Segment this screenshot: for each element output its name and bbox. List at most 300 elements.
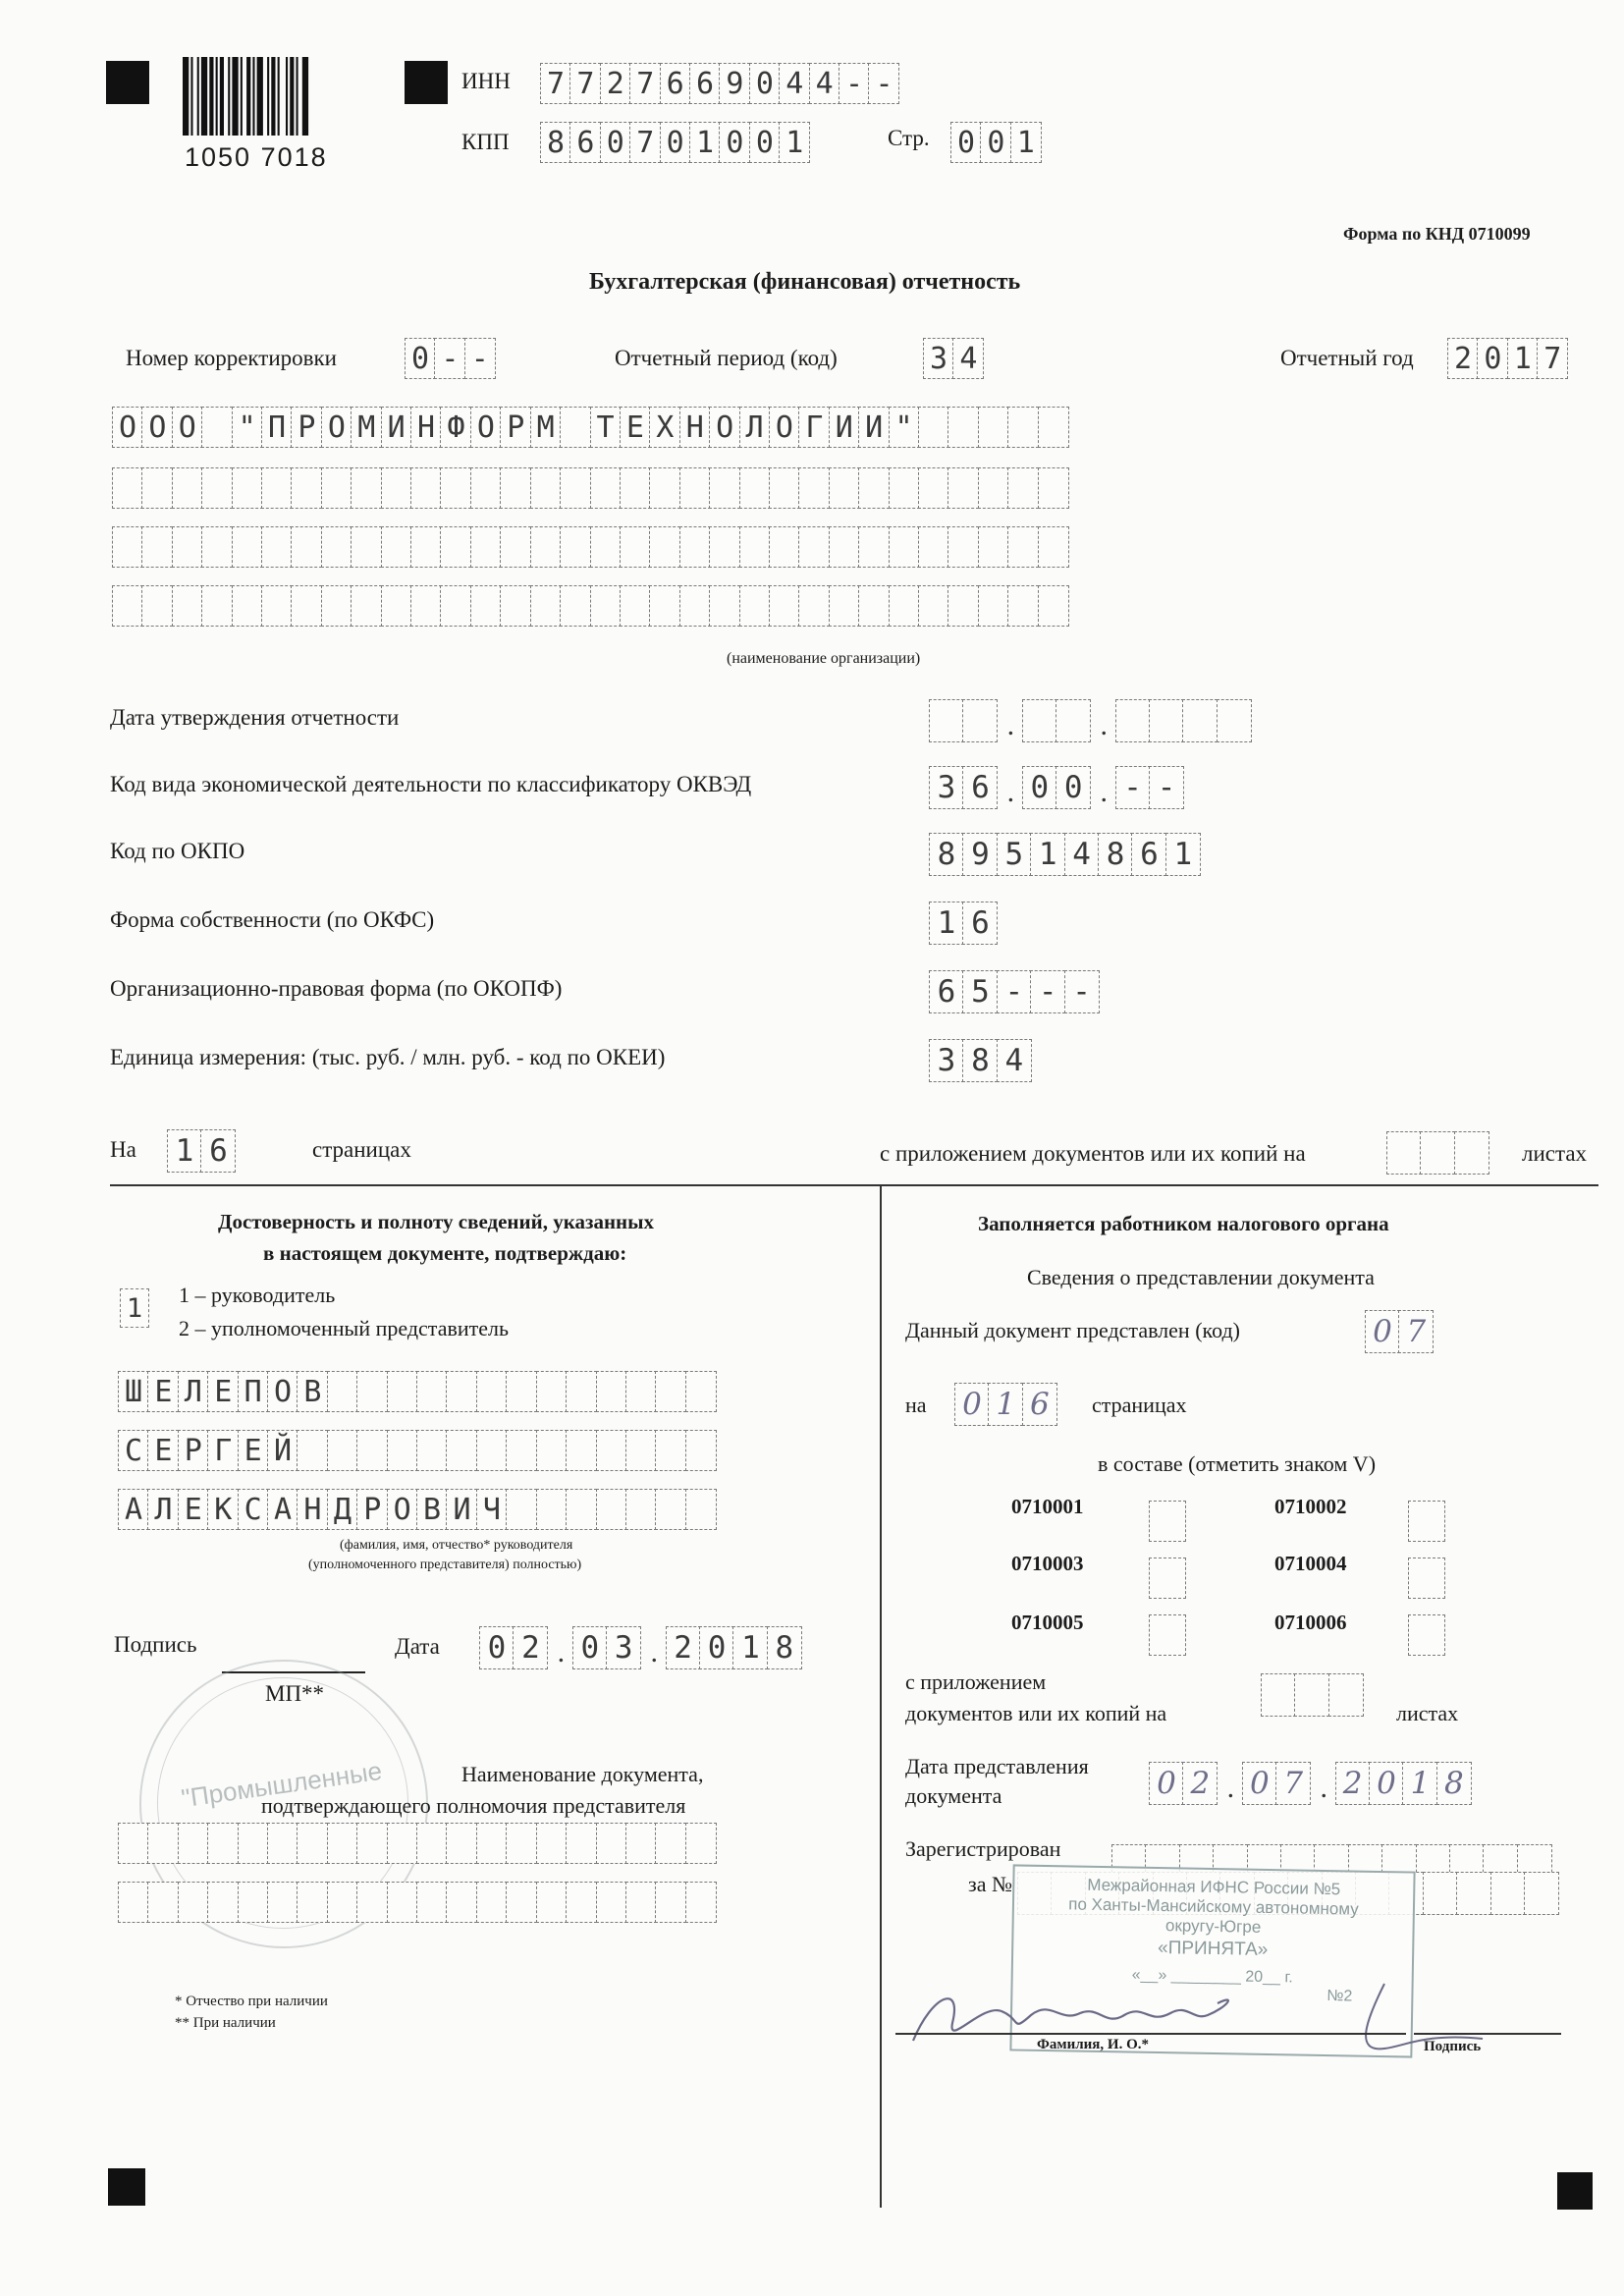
org-name-cell[interactable] [978, 526, 1009, 568]
authority-doc-cell[interactable] [207, 1823, 239, 1864]
surname-cell[interactable] [387, 1371, 418, 1412]
org-name-cell[interactable]: О [112, 407, 143, 448]
okopf-cell[interactable]: - [1030, 970, 1065, 1013]
authority-doc-cell[interactable] [207, 1882, 239, 1923]
org-name-cell[interactable] [739, 526, 771, 568]
org-name-cell[interactable] [321, 585, 352, 627]
org-name-cell[interactable] [858, 467, 890, 509]
first-name-cell[interactable] [446, 1430, 477, 1471]
patronymic-cell[interactable]: Р [356, 1489, 388, 1530]
first-name-cell[interactable] [387, 1430, 418, 1471]
org-name-cell[interactable] [351, 467, 382, 509]
surname-cell[interactable] [356, 1371, 388, 1412]
org-name-cell[interactable] [1038, 467, 1069, 509]
authority-doc-cell[interactable] [566, 1823, 597, 1864]
org-name-cell[interactable] [649, 467, 680, 509]
sign-date-cell[interactable]: 0 [572, 1626, 608, 1669]
received-pages-cell[interactable]: 0 [954, 1383, 990, 1426]
submission-date-cell[interactable]: 2 [1335, 1762, 1371, 1805]
org-name-cell[interactable] [321, 467, 352, 509]
patronymic-cell[interactable] [625, 1489, 657, 1530]
first-name-cell[interactable]: С [118, 1430, 149, 1471]
org-name-cell[interactable]: " [889, 407, 920, 448]
authority-doc-cell[interactable] [655, 1823, 686, 1864]
authority-doc-cell[interactable] [625, 1823, 657, 1864]
first-name-cell[interactable]: Е [147, 1430, 179, 1471]
org-name-cell[interactable] [709, 467, 740, 509]
authority-doc-cell[interactable] [596, 1823, 627, 1864]
authority-doc-cell[interactable] [685, 1882, 717, 1923]
inn-cell[interactable]: 4 [779, 63, 810, 104]
org-name-cell[interactable] [500, 585, 531, 627]
org-name-cell[interactable] [172, 526, 203, 568]
attach-cell[interactable] [1454, 1131, 1489, 1175]
authority-doc-cell[interactable] [506, 1823, 537, 1864]
patronymic-cell[interactable]: Д [327, 1489, 358, 1530]
surname-cell[interactable] [476, 1371, 508, 1412]
okpo-cell[interactable]: 4 [1064, 833, 1100, 876]
approval-date-cell[interactable] [1115, 699, 1151, 742]
okved-cell[interactable]: 6 [962, 766, 998, 809]
submission-date-cell[interactable]: 0 [1242, 1762, 1277, 1805]
authority-doc-cell[interactable] [297, 1823, 328, 1864]
inn-cell[interactable]: 7 [629, 63, 661, 104]
first-name-cell[interactable]: Р [178, 1430, 209, 1471]
submission-date-cell[interactable]: 7 [1275, 1762, 1311, 1805]
org-name-cell[interactable] [141, 526, 173, 568]
patronymic-cell[interactable]: С [238, 1489, 269, 1530]
org-name-cell[interactable] [530, 526, 562, 568]
org-name-cell[interactable]: Т [590, 407, 622, 448]
okopf-cell[interactable]: - [997, 970, 1032, 1013]
authority-doc-cell[interactable] [356, 1882, 388, 1923]
org-name-cell[interactable] [530, 467, 562, 509]
inn-cell[interactable]: 9 [719, 63, 750, 104]
form-check-0710001[interactable] [1149, 1501, 1186, 1542]
org-name-cell[interactable] [918, 526, 949, 568]
patronymic-cell[interactable] [536, 1489, 568, 1530]
inn-cell[interactable]: 7 [540, 63, 571, 104]
okopf-cell[interactable]: 5 [962, 970, 998, 1013]
org-name-cell[interactable]: Е [620, 407, 651, 448]
inn-cell[interactable]: - [839, 63, 870, 104]
org-name-cell[interactable] [1038, 526, 1069, 568]
org-name-cell[interactable]: М [530, 407, 562, 448]
first-name-cell[interactable] [685, 1430, 717, 1471]
surname-cell[interactable] [416, 1371, 448, 1412]
org-name-cell[interactable] [440, 585, 471, 627]
inn-cell[interactable]: - [868, 63, 899, 104]
org-name-cell[interactable] [709, 585, 740, 627]
patronymic-cell[interactable]: Л [147, 1489, 179, 1530]
org-name-cell[interactable] [798, 526, 830, 568]
org-name-cell[interactable] [500, 526, 531, 568]
authority-doc-cell[interactable] [685, 1823, 717, 1864]
org-name-cell[interactable] [978, 467, 1009, 509]
authority-doc-cell[interactable] [416, 1823, 448, 1864]
org-name-cell[interactable] [918, 407, 949, 448]
patronymic-cell[interactable]: К [207, 1489, 239, 1530]
surname-cell[interactable] [506, 1371, 537, 1412]
org-name-cell[interactable] [381, 467, 412, 509]
org-name-cell[interactable] [261, 526, 293, 568]
org-name-cell[interactable] [1007, 526, 1039, 568]
org-name-cell[interactable] [1007, 467, 1039, 509]
first-name-cell[interactable] [506, 1430, 537, 1471]
org-name-cell[interactable] [172, 585, 203, 627]
authority-doc-cell[interactable] [566, 1882, 597, 1923]
org-name-cell[interactable] [201, 526, 233, 568]
org-name-cell[interactable]: Н [679, 407, 711, 448]
first-name-cell[interactable] [596, 1430, 627, 1471]
org-name-cell[interactable] [410, 585, 442, 627]
kpp-cell[interactable]: 1 [779, 122, 810, 163]
authority-doc-cell[interactable] [267, 1823, 298, 1864]
org-name-cell[interactable] [112, 467, 143, 509]
org-name-cell[interactable] [649, 585, 680, 627]
org-name-cell[interactable] [141, 585, 173, 627]
inn-cell[interactable]: 0 [749, 63, 781, 104]
patronymic-cell[interactable]: Е [178, 1489, 209, 1530]
authority-doc-cell[interactable] [147, 1823, 179, 1864]
sign-date-cell[interactable]: 0 [699, 1626, 734, 1669]
org-name-cell[interactable] [649, 526, 680, 568]
okpo-cell[interactable]: 6 [1131, 833, 1166, 876]
pages-cell[interactable]: 6 [200, 1129, 236, 1173]
org-name-cell[interactable] [440, 526, 471, 568]
org-name-cell[interactable]: О [470, 407, 502, 448]
org-name-cell[interactable] [381, 585, 412, 627]
org-name-cell[interactable] [470, 585, 502, 627]
surname-cell[interactable]: Л [178, 1371, 209, 1412]
unit-cell[interactable]: 4 [997, 1039, 1032, 1082]
pages-cell[interactable]: 1 [167, 1129, 202, 1173]
period-cell[interactable]: 4 [952, 338, 984, 379]
org-name-cell[interactable] [709, 526, 740, 568]
org-name-cell[interactable] [1038, 407, 1069, 448]
kpp-cell[interactable]: 6 [569, 122, 601, 163]
org-name-cell[interactable] [321, 526, 352, 568]
authority-doc-cell[interactable] [147, 1882, 179, 1923]
okved-cell[interactable]: - [1149, 766, 1184, 809]
authority-doc-cell[interactable] [178, 1882, 209, 1923]
org-name-cell[interactable]: О [141, 407, 173, 448]
org-name-cell[interactable] [232, 526, 263, 568]
org-name-cell[interactable] [590, 585, 622, 627]
kpp-cell[interactable]: 7 [629, 122, 661, 163]
org-name-cell[interactable] [261, 467, 293, 509]
org-name-cell[interactable] [381, 526, 412, 568]
kpp-cell[interactable]: 0 [719, 122, 750, 163]
sign-date-cell[interactable]: 0 [479, 1626, 514, 1669]
org-name-cell[interactable] [410, 526, 442, 568]
approval-date-cell[interactable] [1182, 699, 1218, 742]
org-name-cell[interactable] [112, 585, 143, 627]
page-cell[interactable]: 1 [1010, 122, 1042, 163]
kpp-cell[interactable]: 0 [749, 122, 781, 163]
org-name-cell[interactable] [1007, 585, 1039, 627]
okved-cell[interactable]: 0 [1056, 766, 1091, 809]
authority-doc-cell[interactable] [327, 1882, 358, 1923]
submission-code-cell[interactable]: 7 [1398, 1310, 1434, 1353]
authority-doc-cell[interactable] [387, 1882, 418, 1923]
org-name-cell[interactable]: Р [291, 407, 322, 448]
org-name-cell[interactable] [1038, 585, 1069, 627]
patronymic-cell[interactable]: В [416, 1489, 448, 1530]
approval-date-cell[interactable] [929, 699, 964, 742]
year-cell[interactable]: 0 [1477, 338, 1508, 379]
org-name-cell[interactable] [1007, 407, 1039, 448]
org-name-cell[interactable]: Р [500, 407, 531, 448]
org-name-cell[interactable] [201, 467, 233, 509]
first-name-cell[interactable] [655, 1430, 686, 1471]
org-name-cell[interactable] [947, 407, 979, 448]
okpo-cell[interactable]: 1 [1165, 833, 1201, 876]
authority-doc-cell[interactable] [178, 1823, 209, 1864]
patronymic-cell[interactable]: И [446, 1489, 477, 1530]
surname-cell[interactable] [655, 1371, 686, 1412]
org-name-cell[interactable]: И [858, 407, 890, 448]
correction-cell[interactable]: 0 [405, 338, 436, 379]
okopf-cell[interactable]: 6 [929, 970, 964, 1013]
form-check-0710005[interactable] [1149, 1614, 1186, 1656]
org-name-cell[interactable] [769, 467, 800, 509]
period-cell[interactable]: 3 [923, 338, 954, 379]
authority-doc-cell[interactable] [506, 1882, 537, 1923]
okopf-cell[interactable]: - [1064, 970, 1100, 1013]
authority-doc-cell[interactable] [267, 1882, 298, 1923]
first-name-cell[interactable] [566, 1430, 597, 1471]
authority-doc-cell[interactable] [596, 1882, 627, 1923]
patronymic-cell[interactable] [655, 1489, 686, 1530]
org-name-cell[interactable]: Н [410, 407, 442, 448]
patronymic-cell[interactable] [596, 1489, 627, 1530]
org-name-cell[interactable] [978, 585, 1009, 627]
okfs-cell[interactable]: 6 [962, 902, 998, 945]
org-name-cell[interactable] [620, 526, 651, 568]
org-name-cell[interactable] [112, 526, 143, 568]
sign-date-cell[interactable]: 3 [606, 1626, 641, 1669]
surname-cell[interactable] [625, 1371, 657, 1412]
attach-cell[interactable] [1386, 1131, 1422, 1175]
surname-cell[interactable] [446, 1371, 477, 1412]
org-name-cell[interactable]: П [261, 407, 293, 448]
org-name-cell[interactable] [769, 585, 800, 627]
surname-cell[interactable]: О [267, 1371, 298, 1412]
org-name-cell[interactable] [291, 526, 322, 568]
authority-doc-cell[interactable] [446, 1882, 477, 1923]
org-name-cell[interactable] [739, 585, 771, 627]
authority-doc-cell[interactable] [297, 1882, 328, 1923]
org-name-cell[interactable] [560, 585, 591, 627]
org-name-cell[interactable] [440, 467, 471, 509]
org-name-cell[interactable] [918, 585, 949, 627]
first-name-cell[interactable] [297, 1430, 328, 1471]
org-name-cell[interactable] [530, 585, 562, 627]
org-name-cell[interactable] [232, 467, 263, 509]
year-cell[interactable]: 1 [1507, 338, 1539, 379]
page-cell[interactable]: 0 [980, 122, 1011, 163]
received-pages-cell[interactable]: 1 [988, 1383, 1023, 1426]
authority-doc-cell[interactable] [476, 1823, 508, 1864]
org-name-cell[interactable] [500, 467, 531, 509]
patronymic-cell[interactable] [566, 1489, 597, 1530]
org-name-cell[interactable]: М [351, 407, 382, 448]
org-name-cell[interactable] [261, 585, 293, 627]
surname-cell[interactable]: Е [147, 1371, 179, 1412]
surname-cell[interactable] [685, 1371, 717, 1412]
approval-date-cell[interactable] [1217, 699, 1252, 742]
okpo-cell[interactable]: 5 [997, 833, 1032, 876]
authority-doc-cell[interactable] [387, 1823, 418, 1864]
inn-cell[interactable]: 6 [660, 63, 691, 104]
org-name-cell[interactable] [769, 526, 800, 568]
org-name-cell[interactable] [410, 467, 442, 509]
surname-cell[interactable] [327, 1371, 358, 1412]
okpo-cell[interactable]: 8 [1098, 833, 1133, 876]
unit-cell[interactable]: 8 [962, 1039, 998, 1082]
patronymic-cell[interactable]: О [387, 1489, 418, 1530]
okved-cell[interactable]: 0 [1022, 766, 1057, 809]
approval-date-cell[interactable] [1022, 699, 1057, 742]
registration-cell[interactable] [1423, 1872, 1458, 1915]
first-name-cell[interactable] [536, 1430, 568, 1471]
authority-doc-cell[interactable] [655, 1882, 686, 1923]
org-name-cell[interactable] [141, 467, 173, 509]
signer-code-cell[interactable]: 1 [120, 1288, 149, 1328]
kpp-cell[interactable]: 0 [600, 122, 631, 163]
attach-cell[interactable] [1420, 1131, 1455, 1175]
inn-cell[interactable]: 7 [569, 63, 601, 104]
sign-date-cell[interactable]: 2 [513, 1626, 548, 1669]
org-name-cell[interactable]: Х [649, 407, 680, 448]
patronymic-cell[interactable]: А [118, 1489, 149, 1530]
org-name-cell[interactable]: О [172, 407, 203, 448]
form-check-0710003[interactable] [1149, 1558, 1186, 1599]
inn-cell[interactable]: 4 [809, 63, 840, 104]
org-name-cell[interactable]: О [321, 407, 352, 448]
approval-date-cell[interactable] [1056, 699, 1091, 742]
org-name-cell[interactable] [829, 467, 860, 509]
org-name-cell[interactable]: Ф [440, 407, 471, 448]
patronymic-cell[interactable]: Ч [476, 1489, 508, 1530]
submission-date-cell[interactable]: 0 [1149, 1762, 1184, 1805]
form-check-0710006[interactable] [1408, 1614, 1445, 1656]
kpp-cell[interactable]: 8 [540, 122, 571, 163]
right-attach-cell[interactable] [1294, 1673, 1329, 1717]
org-name-cell[interactable] [560, 467, 591, 509]
org-name-cell[interactable] [679, 585, 711, 627]
authority-doc-cell[interactable] [476, 1882, 508, 1923]
patronymic-cell[interactable] [506, 1489, 537, 1530]
surname-cell[interactable]: В [297, 1371, 328, 1412]
org-name-cell[interactable] [590, 467, 622, 509]
submission-date-cell[interactable]: 2 [1182, 1762, 1218, 1805]
surname-cell[interactable]: Е [207, 1371, 239, 1412]
okved-cell[interactable]: 3 [929, 766, 964, 809]
authority-doc-cell[interactable] [327, 1823, 358, 1864]
received-pages-cell[interactable]: 6 [1022, 1383, 1057, 1426]
surname-cell[interactable] [536, 1371, 568, 1412]
authority-doc-cell[interactable] [356, 1823, 388, 1864]
org-name-cell[interactable] [351, 585, 382, 627]
okpo-cell[interactable]: 9 [962, 833, 998, 876]
first-name-cell[interactable] [416, 1430, 448, 1471]
approval-date-cell[interactable] [962, 699, 998, 742]
right-attach-cell[interactable] [1261, 1673, 1296, 1717]
org-name-cell[interactable] [201, 585, 233, 627]
org-name-cell[interactable] [947, 585, 979, 627]
org-name-cell[interactable]: О [769, 407, 800, 448]
submission-date-cell[interactable]: 1 [1402, 1762, 1437, 1805]
submission-date-cell[interactable]: 0 [1369, 1762, 1404, 1805]
first-name-cell[interactable] [327, 1430, 358, 1471]
authority-doc-cell[interactable] [536, 1882, 568, 1923]
org-name-cell[interactable] [978, 407, 1009, 448]
org-name-cell[interactable] [918, 467, 949, 509]
org-name-cell[interactable] [679, 526, 711, 568]
org-name-cell[interactable]: Г [798, 407, 830, 448]
year-cell[interactable]: 2 [1447, 338, 1479, 379]
org-name-cell[interactable] [470, 467, 502, 509]
org-name-cell[interactable] [947, 467, 979, 509]
org-name-cell[interactable] [620, 585, 651, 627]
patronymic-cell[interactable]: Н [297, 1489, 328, 1530]
sign-date-cell[interactable]: 2 [666, 1626, 701, 1669]
correction-cell[interactable]: - [464, 338, 496, 379]
org-name-cell[interactable] [829, 585, 860, 627]
surname-cell[interactable] [596, 1371, 627, 1412]
org-name-cell[interactable] [947, 526, 979, 568]
kpp-cell[interactable]: 0 [660, 122, 691, 163]
form-check-0710004[interactable] [1408, 1558, 1445, 1599]
org-name-cell[interactable] [232, 585, 263, 627]
org-name-cell[interactable] [889, 467, 920, 509]
org-name-cell[interactable] [739, 467, 771, 509]
okpo-cell[interactable]: 8 [929, 833, 964, 876]
submission-date-cell[interactable]: 8 [1436, 1762, 1472, 1805]
org-name-cell[interactable] [172, 467, 203, 509]
sign-date-cell[interactable]: 1 [732, 1626, 768, 1669]
authority-doc-cell[interactable] [118, 1823, 149, 1864]
org-name-cell[interactable]: О [709, 407, 740, 448]
sign-date-cell[interactable]: 8 [767, 1626, 802, 1669]
surname-cell[interactable]: П [238, 1371, 269, 1412]
authority-doc-cell[interactable] [238, 1882, 269, 1923]
org-name-cell[interactable] [201, 407, 233, 448]
org-name-cell[interactable] [679, 467, 711, 509]
org-name-cell[interactable] [889, 585, 920, 627]
org-name-cell[interactable] [590, 526, 622, 568]
first-name-cell[interactable] [476, 1430, 508, 1471]
org-name-cell[interactable]: Л [739, 407, 771, 448]
first-name-cell[interactable]: Е [238, 1430, 269, 1471]
submission-code-cell[interactable]: 0 [1365, 1310, 1400, 1353]
first-name-cell[interactable] [356, 1430, 388, 1471]
org-name-cell[interactable] [291, 467, 322, 509]
authority-doc-cell[interactable] [118, 1882, 149, 1923]
okpo-cell[interactable]: 1 [1030, 833, 1065, 876]
org-name-cell[interactable] [470, 526, 502, 568]
right-attach-cell[interactable] [1328, 1673, 1364, 1717]
org-name-cell[interactable] [858, 585, 890, 627]
page-cell[interactable]: 0 [950, 122, 982, 163]
org-name-cell[interactable] [560, 407, 591, 448]
org-name-cell[interactable] [858, 526, 890, 568]
org-name-cell[interactable] [560, 526, 591, 568]
org-name-cell[interactable] [798, 585, 830, 627]
unit-cell[interactable]: 3 [929, 1039, 964, 1082]
